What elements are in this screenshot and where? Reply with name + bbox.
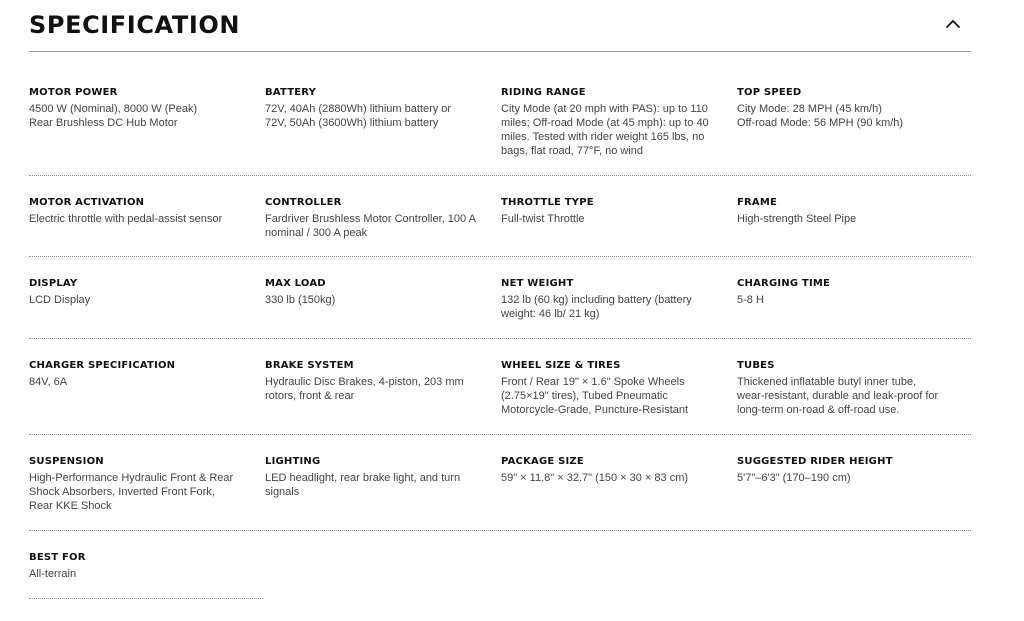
spec-label: CHARGING TIME bbox=[737, 278, 831, 289]
spec-value: 5'7"–6'3" (170–190 cm) bbox=[737, 472, 851, 484]
spec-battery bbox=[265, 86, 493, 130]
spec-value: 72V, 40Ah (2880Wh) lithium battery or 72V, 50Ah (3600Wh) lithium battery bbox=[265, 103, 452, 129]
spec-value: Fardriver Brushless Motor Controller, 100 A nominal / 300 A peak bbox=[265, 213, 476, 239]
spec-label: DISPLAY bbox=[29, 278, 78, 289]
spec-display bbox=[29, 277, 257, 307]
spec-charging-time bbox=[737, 277, 965, 307]
spec-header bbox=[29, 0, 971, 52]
spec-value: 5-8 H bbox=[737, 294, 764, 306]
spec-value: High-strength Steel Pipe bbox=[737, 213, 857, 225]
spec-rider-height bbox=[737, 455, 965, 485]
spec-label: MOTOR ACTIVATION bbox=[29, 197, 145, 208]
spec-controller bbox=[265, 196, 493, 240]
spec-row bbox=[29, 196, 971, 257]
spec-charger bbox=[29, 359, 257, 389]
spec-label: CONTROLLER bbox=[265, 197, 342, 208]
spec-package-size bbox=[501, 455, 729, 485]
spec-value: High-Performance Hydraulic Front & Rear Shock Absorbers, Inverted Front Fork, Rear KKE Shock bbox=[29, 472, 234, 512]
spec-row bbox=[29, 359, 971, 435]
spec-throttle-type bbox=[501, 196, 729, 226]
spec-label: TOP SPEED bbox=[737, 87, 802, 98]
spec-frame bbox=[737, 196, 965, 226]
spec-label: BEST FOR bbox=[29, 552, 86, 563]
spec-brake-system bbox=[265, 359, 493, 403]
spec-value: 330 lb (150kg) bbox=[265, 294, 336, 306]
spec-label: BATTERY bbox=[265, 87, 317, 98]
spec-riding-range bbox=[501, 86, 729, 158]
spec-row bbox=[29, 86, 971, 176]
spec-value: 4500 W (Nominal), 8000 W (Peak) Rear Brushless DC Hub Motor bbox=[29, 103, 198, 129]
spec-value: City Mode: 28 MPH (45 km/h) Off-road Mode: 56 MPH (90 km/h) bbox=[737, 103, 904, 129]
spec-label: WHEEL SIZE & TIRES bbox=[501, 360, 621, 371]
spec-label: THROTTLE TYPE bbox=[501, 197, 594, 208]
spec-value: 132 lb (60 kg) including battery (battery weight: 46 lb/ 21 kg) bbox=[501, 294, 692, 320]
spec-value: 59" × 11.8" × 32.7" (150 × 30 × 83 cm) bbox=[501, 472, 689, 484]
spec-value: Full-twist Throttle bbox=[501, 213, 585, 225]
spec-value: Thickened inflatable butyl inner tube, wear-resistant, durable and leak-proof for long-term on-road & off-road use. bbox=[737, 376, 939, 416]
spec-label: FRAME bbox=[737, 197, 778, 208]
spec-value: LED headlight, rear brake light, and turn signals bbox=[265, 472, 461, 498]
spec-label: TUBES bbox=[737, 360, 775, 371]
spec-value: LCD Display bbox=[29, 294, 91, 306]
spec-row bbox=[29, 455, 971, 531]
spec-value: City Mode (at 20 mph with PAS): up to 110 miles; Off-road Mode (at 45 mph): up to 40 miles. Tested with rider weight 165 lbs, no bags, flat road, 77°F, no wind bbox=[501, 103, 709, 157]
spec-value: Front / Rear 19" × 1.6" Spoke Wheels (2.75×19" tires), Tubed Pneumatic Motorcycle-Grade, Puncture-Resistant bbox=[501, 376, 689, 416]
spec-net-weight bbox=[501, 277, 729, 321]
page-title: SPECIFICATION bbox=[29, 11, 241, 39]
spec-label: NET WEIGHT bbox=[501, 278, 574, 289]
spec-row bbox=[29, 551, 263, 599]
spec-label: SUGGESTED RIDER HEIGHT bbox=[737, 456, 893, 467]
spec-label: MAX LOAD bbox=[265, 278, 326, 289]
spec-motor-power bbox=[29, 86, 257, 130]
spec-value: All-terrain bbox=[29, 568, 77, 580]
spec-value: Electric throttle with pedal-assist sensor bbox=[29, 213, 223, 225]
spec-row bbox=[29, 277, 971, 339]
spec-label: LIGHTING bbox=[265, 456, 321, 467]
spec-tubes bbox=[737, 359, 965, 417]
spec-label: SUSPENSION bbox=[29, 456, 104, 467]
spec-value: 84V, 6A bbox=[29, 376, 68, 388]
spec-best-for bbox=[29, 551, 257, 581]
spec-label: CHARGER SPECIFICATION bbox=[29, 360, 176, 371]
spec-label: MOTOR POWER bbox=[29, 87, 118, 98]
spec-top-speed bbox=[737, 86, 965, 130]
spec-label: PACKAGE SIZE bbox=[501, 456, 584, 467]
spec-lighting bbox=[265, 455, 493, 499]
chevron-up-icon[interactable] bbox=[945, 18, 961, 30]
spec-motor-activation bbox=[29, 196, 257, 226]
spec-suspension bbox=[29, 455, 257, 513]
spec-value: Hydraulic Disc Brakes, 4-piston, 203 mm rotors, front & rear bbox=[265, 376, 464, 402]
spec-label: BRAKE SYSTEM bbox=[265, 360, 354, 371]
spec-label: RIDING RANGE bbox=[501, 87, 586, 98]
spec-wheel-size bbox=[501, 359, 729, 417]
spec-max-load bbox=[265, 277, 493, 307]
